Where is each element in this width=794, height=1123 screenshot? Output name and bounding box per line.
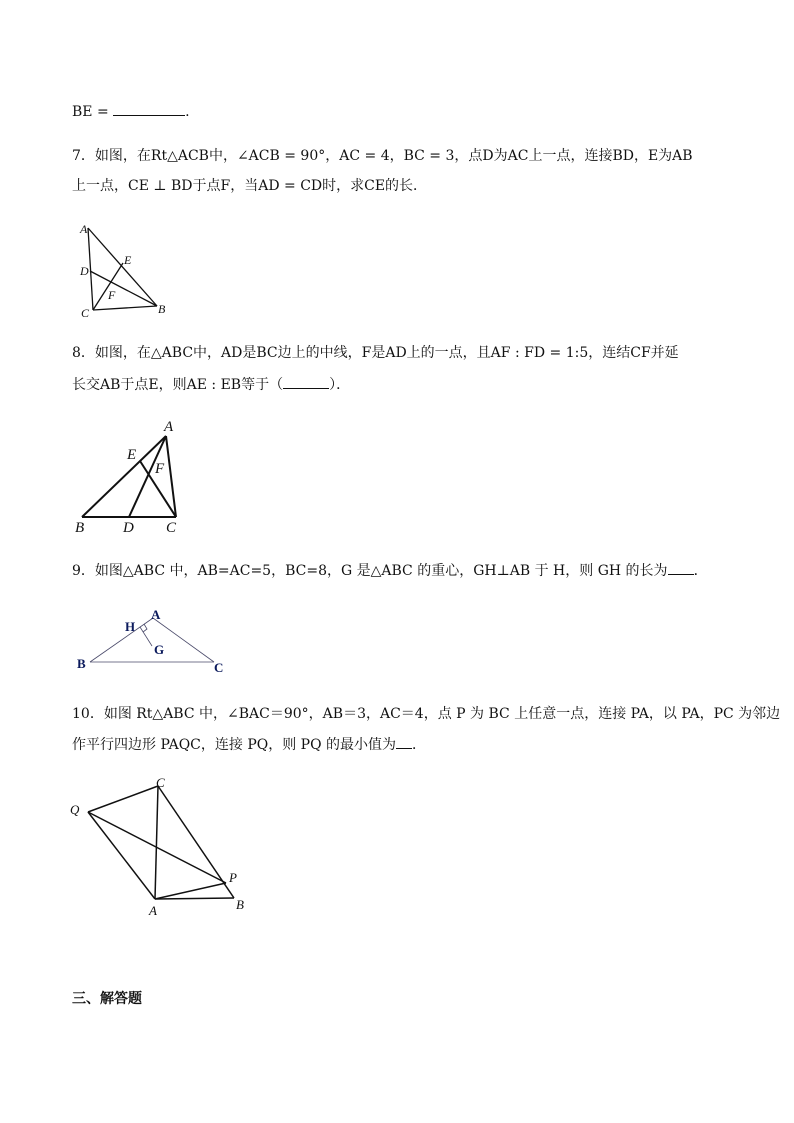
q7-label-f: F (108, 288, 116, 302)
q10-label-a: A (149, 903, 157, 918)
q8-line-2 (72, 374, 350, 395)
q7-segment-ab (88, 228, 157, 306)
q6-answer-end: . (185, 104, 190, 120)
q10-segment-ca (155, 786, 158, 899)
q7-label-b: B (158, 302, 166, 316)
q7-segment-db (90, 271, 157, 306)
q8-label-c: C (166, 520, 177, 536)
q10-figure (66, 776, 256, 926)
q10-answer-blank[interactable] (396, 734, 412, 749)
q9-line-1 (72, 560, 708, 581)
q9-figure (74, 604, 234, 679)
q9-label-g: G (154, 642, 165, 657)
q10-label-b: B (236, 897, 244, 912)
q10-segment-ap (155, 883, 226, 899)
q10-segment-ab (155, 898, 234, 899)
q8-line-2-after: ）． (329, 377, 351, 393)
q8-line-1: 8．如图，在△ABC中，AD是BC边上的中线，F是AD上的一点，且AF : FD = 1:5，连结CF并延 (72, 345, 679, 361)
q9-label-b: B (77, 656, 86, 671)
q7-label-a: A (80, 222, 88, 236)
q8-label-f: F (155, 461, 165, 477)
q6-answer-line (72, 101, 190, 122)
q8-label-d: D (123, 520, 134, 536)
q7-figure (75, 220, 175, 320)
q10-label-c: C (156, 775, 165, 790)
q8-label-e: E (127, 447, 137, 463)
section-3-heading: 三、解答题 (72, 991, 142, 1007)
q8-label-b: B (75, 520, 85, 536)
q6-answer-prefix: BE = (72, 104, 109, 120)
q10-line-2-before: 作平行四边形 PAQC，连接 PQ，则 PQ 的最小值为 (72, 737, 397, 753)
q9-segment-ab (90, 618, 153, 662)
q9-label-h: H (125, 619, 136, 634)
q10-line-2-after: ． (412, 737, 427, 753)
q9-answer-blank[interactable] (668, 560, 694, 575)
q7-label-e: E (124, 253, 132, 267)
q10-segment-qa (88, 812, 155, 899)
q7-segment-ac (88, 228, 93, 310)
q8-segment-ab (82, 436, 166, 517)
q10-line-1: 10．如图 Rt△ABC 中，∠BAC＝90°，AB＝3，AC＝4，点 P 为 BC 上任意一点，连接 PA，以 PA，PC 为邻边 (72, 706, 781, 722)
q8-line-2-before: 长交AB于点E，则AE : EB等于（ (72, 377, 284, 393)
q8-figure (72, 416, 192, 536)
q10-label-p: P (229, 870, 237, 885)
q7-segment-cb (93, 306, 157, 310)
q9-label-c: C (214, 660, 224, 675)
q7-label-c: C (81, 306, 90, 320)
q10-label-q: Q (70, 802, 80, 817)
q9-line-1-after: ． (693, 563, 708, 579)
q7-line-2: 上一点，CE ⊥ BD于点F，当AD = CD时，求CE的长． (72, 178, 428, 194)
q6-answer-blank[interactable] (113, 101, 185, 116)
q10-line-2 (72, 734, 426, 755)
q10-segment-qc (88, 786, 158, 812)
q8-answer-blank[interactable] (283, 374, 329, 389)
q7-line-1: 7．如图，在Rt△ACB中，∠ACB = 90°，AC = 4，BC = 3，点D为AC上一点，连接BD，E为AB (72, 148, 693, 164)
q9-right-angle-mark (143, 624, 147, 632)
q9-label-a: A (151, 607, 161, 622)
q9-line-1-before: 9．如图△ABC 中，AB=AC=5，BC=8，G 是△ABC 的重心，GH⊥AB 于 H，则 GH 的长为 (72, 563, 668, 579)
q7-label-d: D (80, 264, 89, 278)
q8-label-a: A (164, 419, 174, 435)
